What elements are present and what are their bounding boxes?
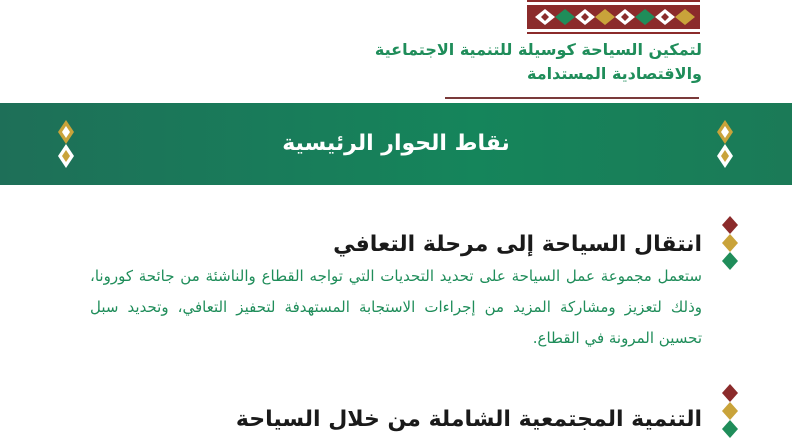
- section-title: انتقال السياحة إلى مرحلة التعافي: [333, 232, 702, 257]
- section-title: التنمية المجتمعية الشاملة من خلال السياحة: [235, 407, 702, 432]
- diamond-ornament-icon: [56, 120, 76, 168]
- section-marker-icon: [722, 384, 738, 438]
- banner-title: نقاط الحوار الرئيسية: [282, 131, 510, 156]
- subtitle-line-1: لتمكين السياحة كوسيلة للتنمية الاجتماعية: [374, 40, 702, 59]
- diamond-ornament-icon: [715, 120, 735, 168]
- section-marker-icon: [722, 216, 738, 270]
- section-body: ستعمل مجموعة عمل السياحة على تحديد التحديات التي تواجه القطاع والناشئة من جائحة كورونا، وذلك لتعزيز ومشاركة المزيد من إجراءات الاستجابة المستهدفة لتحفيز التعافي، وتحديد سبل تحسين المرونة في القطاع.: [90, 267, 702, 347]
- subtitle-line-2: والاقتصادية المستدامة: [527, 64, 702, 83]
- page-subtitle: [282, 38, 702, 86]
- subtitle-underline: [445, 97, 699, 99]
- section-banner: [0, 103, 792, 185]
- sadu-pattern-banner: [527, 0, 700, 34]
